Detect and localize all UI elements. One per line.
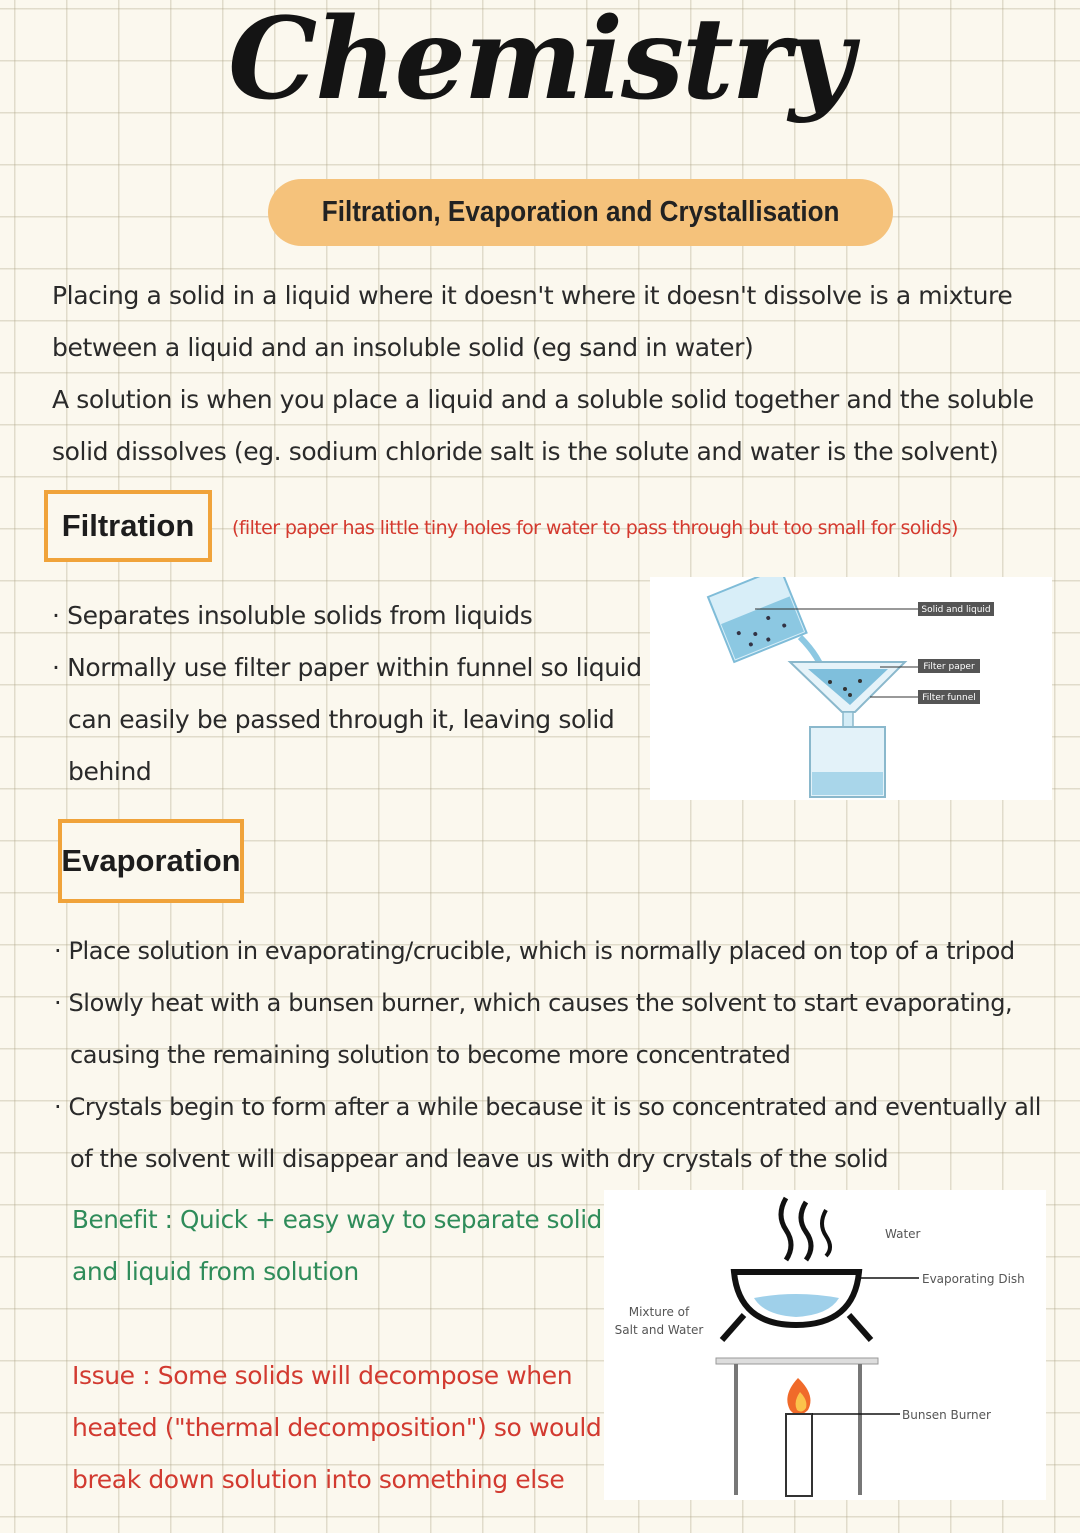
evaporation-diagram — [604, 1190, 1046, 1500]
label-solid-liquid: Solid and liquid — [921, 605, 991, 615]
list-item: can easily be passed through it, leaving solid — [68, 705, 615, 734]
filtration-note: (filter paper has little tiny holes for water to pass through but too small for solids) — [232, 517, 958, 539]
filtration-illustration — [650, 577, 1052, 800]
intro-paragraph — [52, 270, 1042, 478]
bullet-text: Normally use filter paper within funnel so liquid — [67, 653, 642, 682]
issue-line: heated ("thermal decomposition") so would — [72, 1413, 602, 1442]
issue-line: break down solution into something else — [72, 1465, 565, 1494]
intro-line: solid dissolves (eg. sodium chloride salt is the solute and water is the solvent) — [52, 437, 999, 466]
subtitle-banner — [268, 179, 893, 246]
list-item: behind — [68, 757, 152, 786]
bullet-text: Place solution in evaporating/crucible, which is normally placed on top of a tripod — [68, 937, 1015, 965]
evaporation-heading-box — [58, 819, 244, 903]
list-item: causing the remaining solution to become more concentrated — [70, 1041, 791, 1069]
evaporation-heading: Evaporation — [61, 843, 241, 878]
filtration-heading: Filtration — [61, 508, 195, 543]
list-item: · Separates insoluble solids from liquids — [52, 601, 533, 630]
filtration-heading-box — [44, 490, 212, 562]
label-mixture-1: Mixture of — [628, 1305, 690, 1319]
benefit-line: Benefit : Quick + easy way to separate solid — [72, 1205, 602, 1234]
benefit-line: and liquid from solution — [72, 1257, 359, 1286]
label-water: Water — [885, 1227, 921, 1241]
benefit-note — [72, 1194, 602, 1298]
bullet-text: Separates insoluble solids from liquids — [67, 601, 533, 630]
filtration-bullets — [52, 590, 642, 798]
list-item: · Normally use filter paper within funnel so liquid — [52, 653, 642, 682]
page-title: Chemistry — [228, 0, 852, 125]
label-burner: Bunsen Burner — [902, 1408, 991, 1422]
intro-line: A solution is when you place a liquid and a soluble solid together and the soluble — [52, 385, 1034, 414]
bullet-text: Slowly heat with a bunsen burner, which causes the solvent to start evaporating, — [68, 989, 1013, 1017]
list-item: · Crystals begin to form after a while because it is so concentrated and eventually all — [54, 1093, 1041, 1121]
evaporation-bullets — [54, 925, 1064, 1185]
label-filter-funnel: Filter funnel — [922, 693, 976, 703]
bullet-text: Crystals begin to form after a while because it is so concentrated and eventually all — [68, 1093, 1041, 1121]
issue-note — [72, 1350, 602, 1506]
label-filter-paper: Filter paper — [923, 662, 975, 672]
intro-line: Placing a solid in a liquid where it doesn't where it doesn't dissolve is a mixture — [52, 281, 1013, 310]
issue-line: Issue : Some solids will decompose when — [72, 1361, 573, 1390]
filtration-diagram — [650, 577, 1052, 800]
intro-line: between a liquid and an insoluble solid (eg sand in water) — [52, 333, 754, 362]
subtitle-text: Filtration, Evaporation and Crystallisation — [321, 196, 840, 228]
list-item: of the solvent will disappear and leave us with dry crystals of the solid — [70, 1145, 889, 1173]
evaporation-illustration — [604, 1190, 1046, 1500]
list-item: · Slowly heat with a bunsen burner, which causes the solvent to start evaporating, — [54, 989, 1013, 1017]
label-mixture-2: Salt and Water — [614, 1323, 704, 1337]
list-item: · Place solution in evaporating/crucible, which is normally placed on top of a tripod — [54, 937, 1015, 965]
label-dish: Evaporating Dish — [922, 1272, 1025, 1286]
